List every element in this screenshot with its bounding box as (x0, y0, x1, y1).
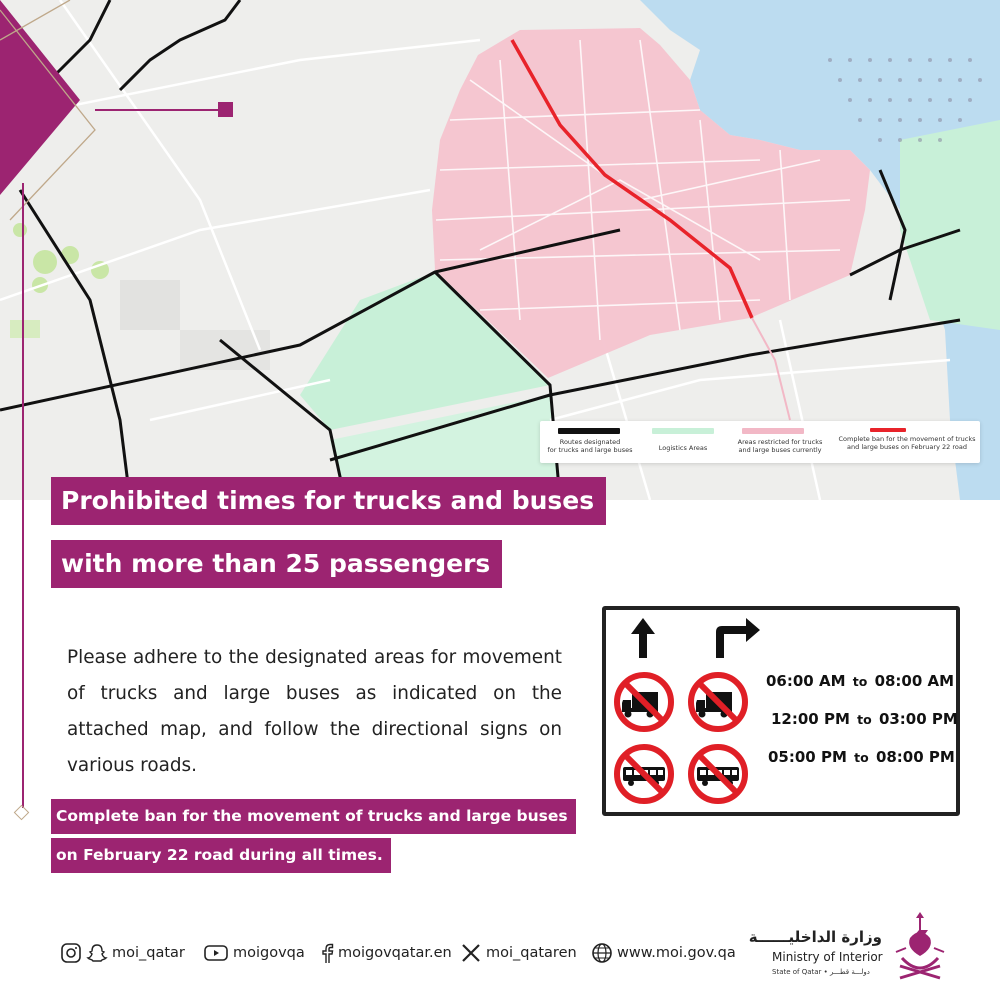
facebook-icon (320, 942, 334, 964)
prohibited-times-sign-panel (602, 606, 960, 816)
footer-website[interactable] (591, 938, 736, 968)
state-name-arabic: دولـــة قطـــر (830, 968, 870, 976)
time-slot-1-to-word: to (852, 674, 868, 689)
youtube-icon (203, 943, 229, 963)
ministry-emblem-logo (890, 908, 950, 983)
time-slot-1 (766, 672, 954, 690)
map-legend (540, 421, 980, 463)
time-slot-3-to-word: to (854, 750, 869, 765)
legend-swatch-ban (870, 428, 906, 432)
instagram-icon (60, 942, 82, 964)
no-trucks-turn-icon (686, 670, 750, 734)
no-buses-turn-icon (686, 742, 750, 806)
no-buses-icon (612, 742, 676, 806)
legend-label-restricted: Areas restricted for trucks and large buses currently (737, 438, 823, 454)
state-name-english: State of Qatar (772, 968, 822, 976)
legend-label-routes: Routes designated for trucks and large buses (547, 438, 633, 454)
legend-label-ban: Complete ban for the movement of trucks and large buses on February 22 road (838, 435, 976, 451)
legend-swatch-restricted (742, 428, 804, 434)
footer-x-handle: moi_qataren (486, 945, 577, 961)
footer-instagram-snapchat-handle: moi_qatar (112, 945, 185, 961)
time-slot-3 (768, 748, 955, 766)
time-slot-1-from: 06:00 AM (766, 672, 846, 690)
time-slot-2 (771, 710, 958, 728)
globe-icon (591, 942, 613, 964)
no-trucks-icon (612, 670, 676, 734)
ban-notice-line-2: on February 22 road during all times. (51, 838, 391, 873)
straight-arrow-icon (623, 614, 663, 664)
decorative-diamond (14, 805, 30, 821)
time-slot-2-from: 12:00 PM (771, 710, 850, 728)
title-line-2: with more than 25 passengers (51, 540, 502, 588)
time-slot-2-to: 03:00 PM (878, 710, 958, 728)
footer-facebook-handle: moigovqatar.en (338, 945, 452, 961)
title-line-1: Prohibited times for trucks and buses (51, 477, 606, 525)
time-slot-3-to: 08:00 PM (875, 748, 955, 766)
time-slot-1-to: 08:00 AM (874, 672, 955, 690)
footer-youtube-handle: moigovqa (233, 945, 305, 961)
ministry-name-english: Ministry of Interior (772, 950, 883, 964)
legend-swatch-routes (558, 428, 620, 434)
x-logo-icon (460, 942, 482, 964)
state-line: State of Qatar • دولـــة قطـــر (772, 968, 870, 976)
footer-website-url: www.moi.gov.qa (617, 945, 736, 961)
time-slot-3-from: 05:00 PM (768, 748, 847, 766)
footer-facebook[interactable] (320, 938, 452, 968)
ministry-name-arabic: وزارة الداخليــــــة (748, 928, 882, 946)
legend-label-logistics: Logistics Areas (658, 444, 708, 452)
footer-youtube[interactable] (203, 938, 305, 968)
time-slot-2-to-word: to (857, 712, 872, 727)
right-turn-arrow-icon (706, 614, 766, 664)
instructions-paragraph: Please adhere to the designated areas for movement of trucks and large buses as indicated on the attached map, and follow the directional signs on various roads. (67, 647, 562, 776)
footer-x[interactable] (460, 938, 577, 968)
decorative-vertical-line (22, 183, 24, 808)
legend-swatch-logistics (652, 428, 714, 434)
footer-instagram-snapchat[interactable] (60, 938, 185, 968)
snapchat-icon (86, 942, 108, 964)
ban-notice-line-1: Complete ban for the movement of trucks and large buses (51, 799, 576, 834)
